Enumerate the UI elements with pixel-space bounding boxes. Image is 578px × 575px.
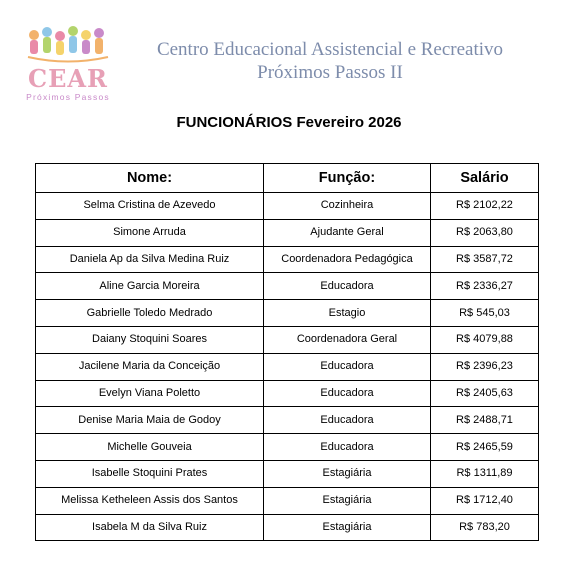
employee-salary: R$ 2396,23 (431, 353, 539, 380)
table-row (36, 460, 539, 487)
column-header-name: Nome: (36, 164, 264, 193)
employee-role: Educadora (264, 407, 431, 434)
table-row (36, 514, 539, 541)
employee-role: Coordenadora Pedagógica (264, 246, 431, 273)
employee-role: Cozinheira (264, 193, 431, 220)
employee-name: Daniela Ap da Silva Medina Ruiz (36, 246, 264, 273)
column-header-role: Função: (264, 164, 431, 193)
employee-name: Denise Maria Maia de Godoy (36, 407, 264, 434)
table-row (36, 434, 539, 461)
table-row (36, 407, 539, 434)
organization-title: Centro Educacional Assistencial e Recreativo (156, 39, 504, 60)
employee-salary: R$ 2063,80 (431, 219, 539, 246)
employee-name: Gabrielle Toledo Medrado (36, 300, 264, 327)
employee-name: Daiany Stoquini Soares (36, 326, 264, 353)
employee-name: Michelle Gouveia (36, 434, 264, 461)
table-row (36, 273, 539, 300)
employee-name: Melissa Ketheleen Assis dos Santos (36, 487, 264, 514)
table-row (36, 193, 539, 220)
employee-role: Estagiária (264, 487, 431, 514)
employee-salary: R$ 2405,63 (431, 380, 539, 407)
employee-role: Estagio (264, 300, 431, 327)
employee-salary: R$ 2336,27 (431, 273, 539, 300)
employee-name: Selma Cristina de Azevedo (36, 193, 264, 220)
column-header-salary: Salário (431, 164, 539, 193)
employee-name: Evelyn Viana Poletto (36, 380, 264, 407)
employee-role: Coordenadora Geral (264, 326, 431, 353)
logo (22, 26, 114, 102)
table-row (36, 326, 539, 353)
employee-salary: R$ 545,03 (431, 300, 539, 327)
table-row (36, 380, 539, 407)
employee-salary: R$ 4079,88 (431, 326, 539, 353)
employee-salary: R$ 1311,89 (431, 460, 539, 487)
table-row (36, 246, 539, 273)
employee-salary: R$ 2102,22 (431, 193, 539, 220)
employee-role: Estagiária (264, 514, 431, 541)
employees-table (35, 163, 539, 541)
table-row (36, 300, 539, 327)
employee-salary: R$ 2465,59 (431, 434, 539, 461)
table-row (36, 353, 539, 380)
document-title: FUNCIONÁRIOS Fevereiro 2026 (176, 114, 402, 131)
employee-salary: R$ 2488,71 (431, 407, 539, 434)
logo-name: CEAR (28, 64, 108, 93)
table-header-row (36, 164, 539, 193)
organization-subtitle: Próximos Passos II (257, 62, 403, 83)
employee-name: Isabela M da Silva Ruiz (36, 514, 264, 541)
employee-role: Ajudante Geral (264, 219, 431, 246)
employee-role: Educadora (264, 273, 431, 300)
employee-role: Estagiária (264, 460, 431, 487)
logo-children-figures-icon (26, 26, 110, 66)
logo-subtitle: Próximos Passos (26, 92, 110, 102)
employee-role: Educadora (264, 380, 431, 407)
table-row (36, 487, 539, 514)
employee-role: Educadora (264, 353, 431, 380)
employee-salary: R$ 3587,72 (431, 246, 539, 273)
employee-name: Jacilene Maria da Conceição (36, 353, 264, 380)
employee-salary: R$ 783,20 (431, 514, 539, 541)
employee-role: Educadora (264, 434, 431, 461)
employee-name: Simone Arruda (36, 219, 264, 246)
employee-salary: R$ 1712,40 (431, 487, 539, 514)
employee-name: Isabelle Stoquini Prates (36, 460, 264, 487)
table-row (36, 219, 539, 246)
employee-name: Aline Garcia Moreira (36, 273, 264, 300)
